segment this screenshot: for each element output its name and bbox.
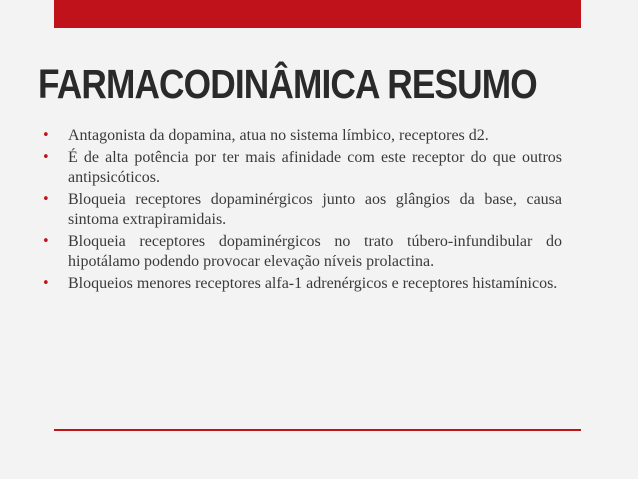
bullet-text: Bloqueia receptores dopaminérgicos no trato túbero-infundibular do hipotálamo podendo provocar elevação níveis prolactina. bbox=[68, 233, 562, 270]
slide-title: FARMACODINÂMICA RESUMO bbox=[38, 61, 537, 107]
bullet-icon: • bbox=[42, 276, 50, 291]
bottom-divider bbox=[54, 429, 581, 431]
bullet-item bbox=[38, 190, 562, 230]
bullet-text: Bloqueia receptores dopaminérgicos junto aos glângios da base, causa sintoma extrapiramidais. bbox=[68, 191, 562, 228]
bullet-text: É de alta potência por ter mais afinidade com este receptor do que outros antipsicóticos. bbox=[68, 149, 562, 186]
bullet-item bbox=[38, 274, 562, 294]
top-accent-bar bbox=[54, 0, 581, 28]
bullet-icon: • bbox=[42, 192, 50, 207]
bullet-list bbox=[38, 126, 562, 296]
bullet-item bbox=[38, 232, 562, 272]
bullet-item bbox=[38, 126, 562, 146]
bullet-text: Bloqueios menores receptores alfa-1 adrenérgicos e receptores histamínicos. bbox=[68, 275, 558, 292]
bullet-icon: • bbox=[42, 234, 50, 249]
bullet-icon: • bbox=[42, 128, 50, 143]
bullet-icon: • bbox=[42, 150, 50, 165]
bullet-text: Antagonista da dopamina, atua no sistema límbico, receptores d2. bbox=[68, 127, 489, 144]
bullet-item bbox=[38, 148, 562, 188]
